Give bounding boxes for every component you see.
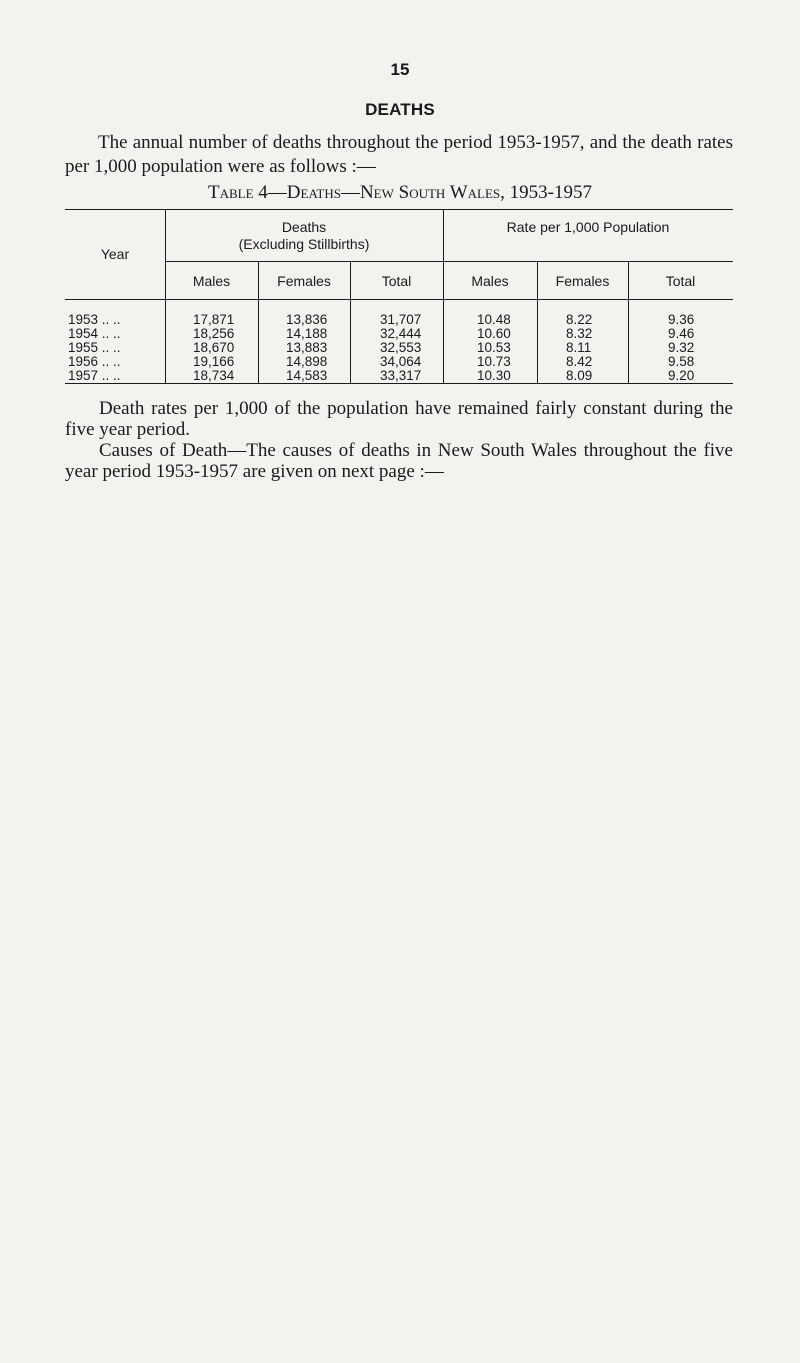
deaths-group-header: Deaths (Excluding Stillbirths) xyxy=(238,219,370,252)
deaths-total-cell: 31,707 xyxy=(380,312,422,327)
table-bottom-rule xyxy=(65,383,733,384)
rate-total-cell: 9.46 xyxy=(668,326,695,341)
deaths-females-header: Females xyxy=(277,273,331,289)
year-cell: 1954 .. .. xyxy=(68,326,121,341)
rate-total-cell: 9.36 xyxy=(668,312,695,327)
deaths-males-cell: 17,871 xyxy=(193,312,235,327)
column-divider-rate-females xyxy=(628,262,629,383)
deaths-total-cell: 32,444 xyxy=(380,326,422,341)
rate-total-header: Total xyxy=(665,273,696,289)
section-heading: DEATHS xyxy=(365,100,435,119)
column-divider-deaths-females xyxy=(350,262,351,383)
deaths-males-header: Males xyxy=(192,273,231,289)
rate-females-cell: 8.32 xyxy=(566,326,593,341)
deaths-males-cell: 18,670 xyxy=(193,340,235,355)
deaths-males-cell: 18,256 xyxy=(193,326,235,341)
rate-males-cell: 10.53 xyxy=(477,340,511,355)
year-cell: 1955 .. .. xyxy=(68,340,121,355)
table-row xyxy=(0,327,800,341)
column-divider-deaths-rate xyxy=(443,209,444,383)
rate-males-cell: 10.60 xyxy=(477,326,511,341)
column-divider-deaths-males xyxy=(258,262,259,383)
table-row xyxy=(0,341,800,355)
deaths-females-cell: 14,583 xyxy=(286,368,328,383)
rate-females-cell: 8.22 xyxy=(566,312,593,327)
table-row xyxy=(0,369,800,383)
deaths-total-cell: 32,553 xyxy=(380,340,422,355)
deaths-females-cell: 13,836 xyxy=(286,312,328,327)
subheader-rule-deaths xyxy=(165,261,443,262)
deaths-females-cell: 13,883 xyxy=(286,340,328,355)
rate-total-cell: 9.32 xyxy=(668,340,695,355)
column-divider-year xyxy=(165,209,166,383)
deaths-males-cell: 18,734 xyxy=(193,368,235,383)
deaths-total-cell: 34,064 xyxy=(380,354,422,369)
rate-males-header: Males xyxy=(471,273,509,289)
rate-females-header: Females xyxy=(555,273,610,289)
year-header: Year xyxy=(100,246,130,262)
rate-group-header: Rate per 1,000 Population xyxy=(506,219,670,235)
rate-males-cell: 10.30 xyxy=(477,368,511,383)
deaths-females-cell: 14,898 xyxy=(286,354,328,369)
rate-females-cell: 8.09 xyxy=(566,368,593,383)
rate-females-cell: 8.42 xyxy=(566,354,593,369)
table-row xyxy=(0,313,800,327)
page-number: 15 xyxy=(390,60,410,79)
year-cell: 1956 .. .. xyxy=(68,354,121,369)
deaths-males-cell: 19,166 xyxy=(193,354,235,369)
rate-total-cell: 9.20 xyxy=(668,368,695,383)
rate-males-cell: 10.73 xyxy=(477,354,511,369)
deaths-total-cell: 33,317 xyxy=(380,368,422,383)
header-bottom-rule xyxy=(65,299,733,300)
rate-males-cell: 10.48 xyxy=(477,312,511,327)
causes-of-death-paragraph: Causes of Death—The causes of deaths in New South Wales throughout the five year period 1953-1957 are given on next page :— xyxy=(65,440,733,482)
table-top-rule xyxy=(65,209,733,210)
year-cell: 1957 .. .. xyxy=(68,368,121,383)
deaths-total-header: Total xyxy=(381,273,412,289)
deaths-females-cell: 14,188 xyxy=(286,326,328,341)
table-row xyxy=(0,355,800,369)
intro-paragraph: The annual number of deaths throughout the period 1953-1957, and the death rates per 1,000 population were as follows :— xyxy=(65,132,733,177)
year-cell: 1953 .. .. xyxy=(68,312,121,327)
death-rates-paragraph: Death rates per 1,000 of the population have remained fairly constant during the five year period. xyxy=(65,398,733,440)
column-divider-rate-males xyxy=(537,262,538,383)
rate-total-cell: 9.58 xyxy=(668,354,695,369)
subheader-rule-rate xyxy=(443,261,733,262)
table-title: Table 4—Deaths—New South Wales, 1953-1957 xyxy=(208,182,592,203)
rate-females-cell: 8.11 xyxy=(566,340,592,355)
